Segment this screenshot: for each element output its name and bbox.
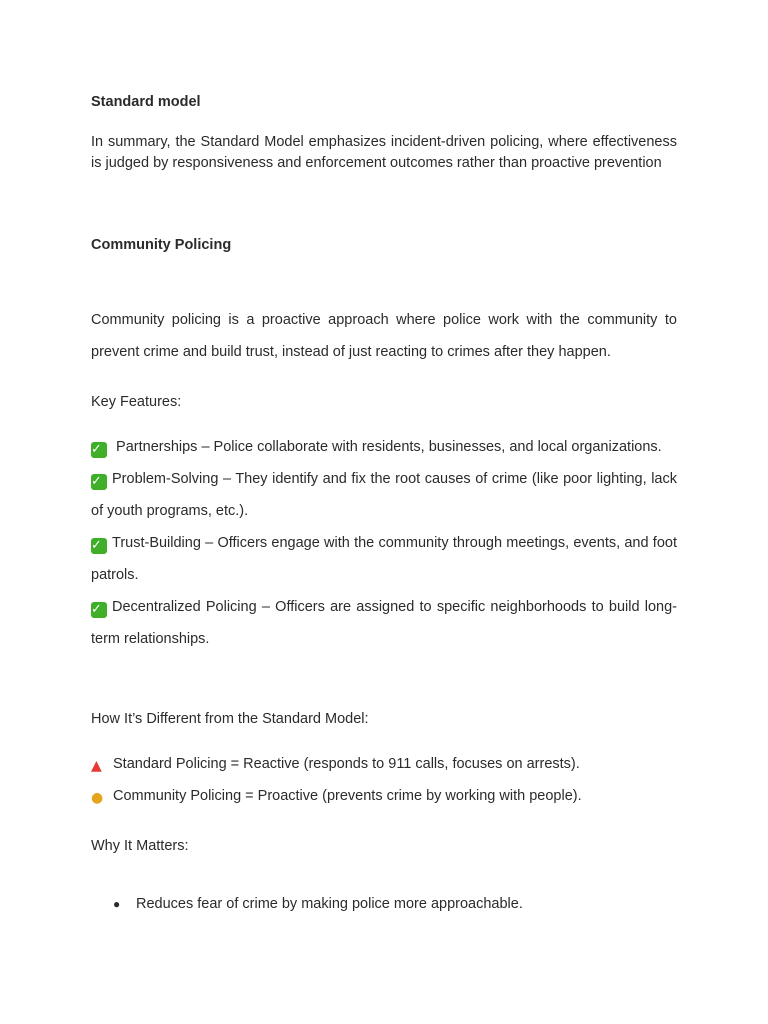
- community-policing-heading: Community Policing: [91, 237, 232, 253]
- key-features-label: Key Features:: [91, 394, 182, 410]
- standard-model-summary: In summary, the Standard Model emphasizes incident-driven policing, where effectiveness is judged by responsiveness and enforcement outcomes rather than proactive prevention: [91, 134, 677, 171]
- check-mark-icon: ✓: [91, 442, 107, 458]
- check-mark-icon: ✓: [91, 474, 107, 490]
- community-policing-intro: Community policing is a proactive approach where police work with the community to prevent crime and build trust, instead of just reacting to crimes after they happen.: [91, 312, 677, 360]
- why-it-matters-label: Why It Matters:: [91, 838, 189, 854]
- feature-item-partnerships: [91, 431, 677, 463]
- key-features-list: [91, 431, 677, 655]
- standard-model-heading: Standard model: [91, 94, 201, 110]
- list-item: [91, 894, 677, 914]
- police-siren-icon: ▲: [91, 758, 102, 774]
- difference-label: How It’s Different from the Standard Model:: [91, 711, 369, 727]
- difference-text: Standard Policing = Reactive (responds to 911 calls, focuses on arrests).: [113, 756, 580, 772]
- handshake-icon: ●: [91, 790, 104, 806]
- difference-item-standard: [91, 748, 677, 780]
- check-mark-icon: ✓: [91, 538, 107, 554]
- differences-list: [91, 748, 677, 812]
- why-it-matters-list: [91, 894, 677, 914]
- feature-text: Partnerships – Police collaborate with residents, businesses, and local organizations.: [116, 439, 662, 455]
- feature-item-problem-solving: [91, 463, 677, 527]
- feature-text: Decentralized Policing – Officers are assigned to specific neighborhoods to build long-term relationships.: [91, 599, 677, 647]
- difference-item-community: [91, 780, 677, 812]
- feature-item-trust-building: [91, 527, 677, 591]
- feature-item-decentralized: [91, 591, 677, 655]
- feature-text: Trust-Building – Officers engage with the community through meetings, events, and foot patrols.: [91, 535, 677, 583]
- check-mark-icon: ✓: [91, 602, 107, 618]
- feature-text: Problem-Solving – They identify and fix the root causes of crime (like poor lighting, lack of youth programs, etc.).: [91, 471, 677, 519]
- bullet-icon: ●: [113, 897, 121, 911]
- why-item-text: Reduces fear of crime by making police more approachable.: [136, 896, 523, 912]
- difference-text: Community Policing = Proactive (prevents crime by working with people).: [113, 788, 582, 804]
